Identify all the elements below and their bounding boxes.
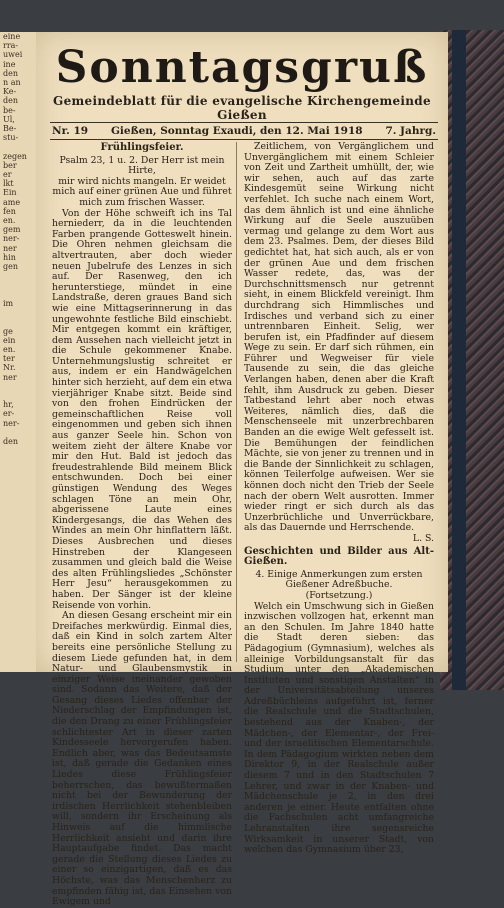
article-paragraph: Von der Höhe schweift ich ins Tal herniederr, da in die leuchtenden Farben prangende Gotteswelt hinein. Die Ohren nehmen gleichsam die altvertrauten, aber doch wieder neuen Jubelrufe des Lenzes in sich auf. Der Rasenweg, den ich herunterstiege, mündet in eine Landstraße, deren graues Band sich wie eine Mittagserinnerung in das ungewohnte festliche Bild einschiebt. Mir entgegen kommt ein kräftiger, dem Aussehen nach vielleicht jetzt in die Schule gekommener Knabe. Unternehmungslustig schreitet er aus, indem er ein Handwägelchen hinter sich herzieht, auf dem ein etwa vierjähriger Knabe sitzt. Beide sind von den frohen Eindrücken der gemeinschaftlichen Reise voll eingenommen und geben sich ihnen aus ganzer Seele hin. Schon von weitem zieht der ältere Knabe vor mir den Hut. Bald ist jedoch das freudestrahlende Bild meinem Blick entschwunden. Doch bei einer günstigen Wendung des Weges schlagen Töne an mein Ohr, abgerissene Laute eines Kindergesangs, die das Wehen des Windes an mein Ohr hinflattern läßt. Dieses Ausbrechen und dieses Hinstreben der Klangeseen zusammen und gleich bald die Weise des alten Frühlingsliedes „Schönster Herr Jesu“ herausgekommen zu haben. Der Sänger ist der kleine Reisende von vorhin. [52,207,232,611]
strip-line: ner [3,243,17,253]
strip-line: ner [3,372,17,382]
strip-line: gem [3,225,21,235]
strip-line: zegen [3,151,27,161]
continuation-note: (Fortsetzung.) [305,589,373,601]
strip-line: ber [3,160,17,170]
strip-line: stu- [3,133,19,143]
article-paragraph: An diesen Gesang erscheint mir ein Dreifaches merkwürdig. Einmal dies, daß ein Kind in solch zartem Alter bereits eine persönliche Stellung zu diesem Liede gefunden hat, in dem Natur- und Glaubensmystik in einziger Weise ineinander gewoben sind. Sodann das Weitere, daß der Gesang dieses Liedes offenbar der Niederschlag der Empfindungen ist, die den Drang zu einer Frühlingsfeier schlichtester Art in dieser zarten Kindesseele hervorgerufen haben. Endlich aber, was das Bedeutsamste ist, daß gerade die Gedanken eines Liedes diese Frühlingsfeier beherrschen, das bewußtermaßen nicht bei der Bewunderung der irdischen Herrlichkeit stehenbleiben will, sondern ihr Erscheinung als Hinweis auf die himmlische Herrlichkeit ansieht und darin ihre Hauptaufgabe findet. Das macht gerade die Stellung dieses Liedes zu einer so einzigartigen, daß es das Höchste, was das Menschenherz zu empfinden fähig ist, das Einsehen von Ewigem und [52,610,232,908]
strip-line: n an [3,78,21,88]
strip-line: den [3,436,19,446]
strip-line [0,382,36,391]
strip-line: Ul, [3,114,15,124]
article-heading-2: Geschichten und Bilder aus Alt-Gießen. [244,545,434,568]
strip-line [0,317,36,326]
column-divider [236,142,237,662]
strip-line: lkt [3,179,14,189]
strip-line [0,271,36,280]
strip-line: ge [3,326,13,336]
strip-line: en. [3,344,16,354]
strip-line: im [3,298,14,308]
strip-line: den [3,68,19,78]
strip-line: gen [3,262,19,272]
book-spine-marbled [440,30,504,690]
strip-line: er- [3,409,15,419]
article-paragraph: Zeitlichem, von Vergänglichem und Unvergänglichem mit einem Schleier von Zeit und Zartheit umhüllt, der, wie wir sehen, auch auf das zarte Kindesgemüt seine Wirkung nicht verfehlet. Ich suche nach einem Wort, das dem ähnlich ist und eine ähnliche Wirkung auf die Seele auszuüben vermag und gelange zu dem Wort aus dem 23. Psalmes. Dem, der dieses Bild gedichtet hat, hat sich auch, als er von der grünen Aue und dem frischen Wasser redete, das, was der Durchschnittsmensch nur getrennt sieht, in einem Blickfeld vereinigt. Ihm durchdrang sich Himmlisches und Irdisches und verband sich zu einer untrennbaren Einheit. Selig, wer berufen ist, ein Pfadfinder auf diesem Wege zu sein. Er darf sich rühmen, ein Führer und Wegweiser für viele Tausende zu sein, die das gleiche Verlangen haben, denen aber die Kraft fehlt, ihm Ausdruck zu geben. Dieser Tatbestand lehrt aber noch etwas Weiteres, nämlich dies, daß die Menschenseele mit unzerbrechbaren Banden an die ewige Welt gefesselt ist. Die Bemühungen der feindlichen Mächte, sie von jener zu trennen und in die Bande der Sinnlichkeit zu schlagen, können Teilerfolge aufweisen. Wer sie können doch nicht den Trieb der Seele nach der obern Welt ausrotten. Immer wieder ringt er sich durch als das Unzerbrüchliche und Unverrückbare, als das Dauernde und Herrschende. [244,141,434,534]
article-heading: Frühlingsfeier. [100,142,184,153]
issue-year: 7. Jahrg. [385,125,436,137]
strip-line: Ein [3,188,17,198]
rule-bottom [50,139,438,140]
verse-line: mich zum frischen Wasser. [79,196,205,208]
strip-line [0,290,36,299]
article-subheading: 4. Einige Anmerkungen zum ersten Gießener Adreßbuche. [255,568,423,591]
strip-line: ein [3,335,16,345]
strip-line: ner- [3,234,20,244]
strip-line: uwei [3,50,23,60]
strip-line: ter [3,354,15,364]
strip-line: Nr. [3,363,16,373]
masthead [36,42,448,122]
verse-line: Psalm 23, 1 u. 2. Der Herr ist mein Hirte, [59,154,225,177]
masthead-title: Sonntagsgruß [55,42,429,93]
strip-line: be- [3,105,16,115]
strip-line [0,391,36,400]
strip-line [0,428,36,437]
issue-place-date: Gießen, Sonntag Exaudi, den 12. Mai 1918 [110,125,363,137]
verse-line: mir wird nichts mangeln. Er weidet [58,175,226,187]
strip-line: ame [3,197,21,207]
book-spine-edge [452,30,466,690]
strip-line: eine [3,32,21,41]
strip-line: hr, [3,400,14,410]
strip-line: er [3,170,12,180]
previous-page-strip [0,32,36,672]
strip-line: en. [3,216,16,226]
signature: L. S. [412,532,434,544]
newspaper-page [36,32,448,908]
strip-line: Ke- [3,87,17,97]
strip-line: fen [3,206,16,216]
strip-line: Be- [3,124,17,134]
psalm-verse [52,156,232,209]
left-column [52,142,232,908]
rule-top [50,122,438,123]
strip-line: hin [3,252,16,262]
issue-number: Nr. 19 [52,125,89,137]
strip-line [0,280,36,289]
strip-line [0,142,36,151]
strip-line [0,308,36,317]
issue-line [52,125,436,137]
verse-line: mich auf einer grünen Aue und führet [52,186,232,198]
strip-line: ine [3,59,16,69]
masthead-subtitle: Gemeindeblatt für die evangelische Kirchengemeinde Gießen [53,94,431,122]
strip-line: den [3,96,19,106]
right-column [244,142,434,856]
strip-line: rra- [3,41,19,51]
article-paragraph: Welch ein Umschwung sich in Gießen inzwischen vollzogen hat, erkennt man an den Schulen. Im Jahre 1840 hatte die Stadt deren sieben: das Pädagogium (Gymnasium), welches als alleinige Vorbildungsanstalt für das Studium unter den „Akademischen Instituten und sonstigen Anstalten“ in der Universitätsabteilung unseres Adreßbüchleins aufgeführt ist, ferner die Realschule und die Stadtschulen, bestehend aus der Knaben-, der Mädchen-, der Elementar-, der Frei- und der israelitischen Elementarschule. In dem Pädagogium wirkten neben dem Direktor 9, in der Realschule außer diesem 7 und in den Stadtschulen 7 Lehrer, und zwar in der Knaben- und Mädchenschule je 2, in den drei anderen je einer. Heute entfalten ohne die Fachschulen acht umfangreiche Lehranstalten ihre segensreiche Wirksamkeit in unserer Stadt, von welchen das Gymnasium über 23, [244,600,434,856]
strip-line: ner- [3,418,20,428]
